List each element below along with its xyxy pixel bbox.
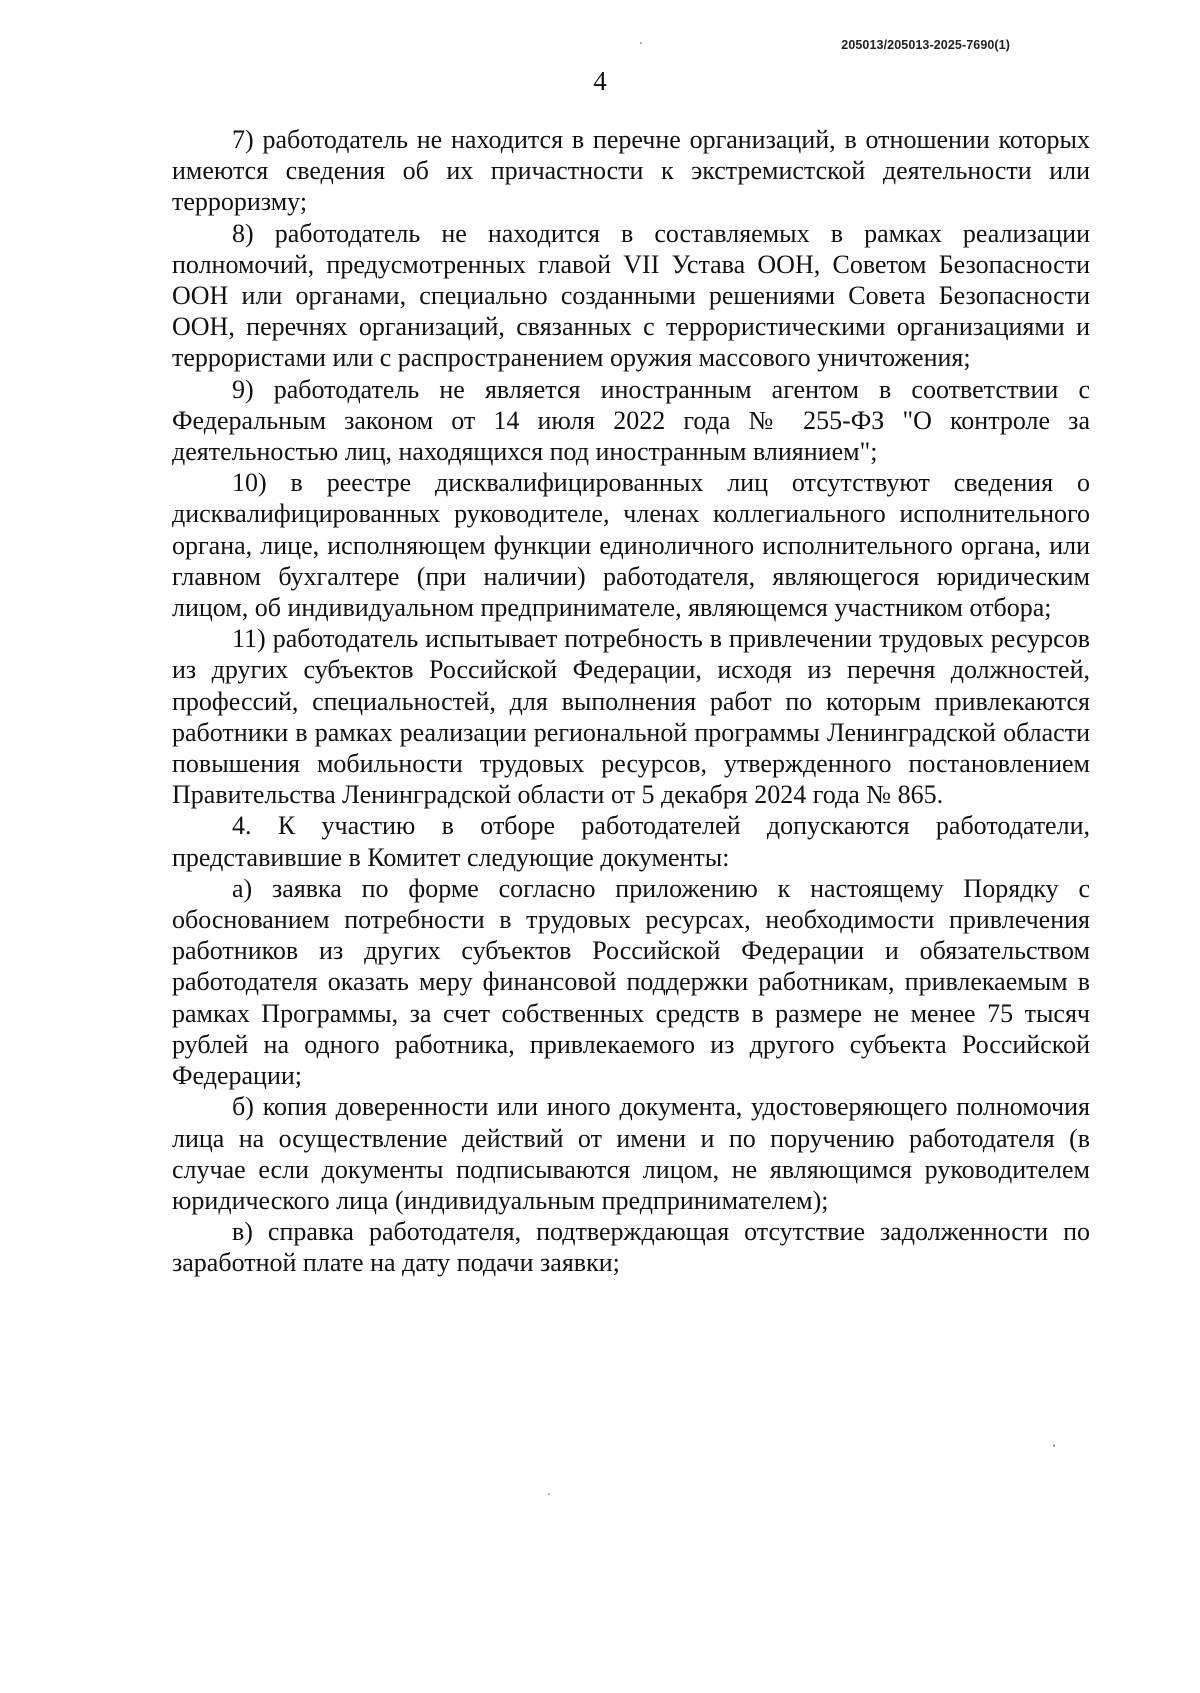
- scan-speck: [1053, 1444, 1055, 1447]
- paragraph-section-4: 4. К участию в отборе работодателей допускаются работодатели, представившие в Комитет следующие документы:: [172, 811, 1090, 872]
- scan-speck: [640, 42, 642, 44]
- paragraph-item-7: 7) работодатель не находится в перечне организаций, в отношении которых имеются сведения об их причастности к экстремистской деятельности или терроризму;: [172, 125, 1090, 217]
- document-body: [172, 124, 1090, 1279]
- paragraph-item-9: 9) работодатель не является иностранным агентом в соответствии с Федеральным законом от 14 июля 2022 года № 255-ФЗ "О контроле за деятельностью лиц, находящихся под иностранным влиянием";: [172, 374, 1090, 467]
- paragraph-item-a: а) заявка по форме согласно приложению к настоящему Порядку с обоснованием потребности в трудовых ресурсах, необходимости привлечения работников из других субъектов Российской Федерации и обязательством работодателя оказать меру финансовой поддержки работникам, привлекаемым в рамках Программы, за счет собственных средств в размере не менее 75 тысяч рублей на одного работника, привлекаемого из другого субъекта Российской Федерации;: [172, 873, 1090, 1091]
- paragraph-item-11: 11) работодатель испытывает потребность в привлечении трудовых ресурсов из других субъектов Российской Федерации, исходя из перечня должностей, профессий, специальностей, для выполнения работ по которым привлекаются работники в рамках реализации региональной программы Ленинградской области повышения мобильности трудовых ресурсов, утвержденного постановлением Правительства Ленинградской области от 5 декабря 2024 года № 865.: [172, 624, 1090, 810]
- page-number: 4: [593, 66, 607, 96]
- paragraph-item-10: 10) в реестре дисквалифицированных лиц отсутствуют сведения о дисквалифицированных руководителе, членах коллегиального исполнительного органа, лице, исполняющем функции единоличного исполнительного органа, или главном бухгалтере (при наличии) работодателя, являющегося юридическим лицом, об индивидуальном предпринимателе, являющемся участником отбора;: [172, 468, 1090, 623]
- paragraph-item-v: в) справка работодателя, подтверждающая отсутствие задолженности по заработной плате на дату подачи заявки;: [172, 1217, 1090, 1278]
- document-id: 205013/205013-2025-7690(1): [841, 38, 1010, 52]
- paragraph-item-8: 8) работодатель не находится в составляемых в рамках реализации полномочий, предусмотренных главой VII Устава ООН, Советом Безопасности ООН или органами, специально созданными решениями Совета Безопасности ООН, перечнях организаций, связанных с террористическими организациями и террористами или с распространением оружия массового уничтожения;: [172, 218, 1090, 373]
- scan-speck: [548, 1493, 550, 1495]
- paragraph-item-b: б) копия доверенности или иного документа, удостоверяющего полномочия лица на осуществление действий от имени и по поручению работодателя (в случае если документы подписываются лицом, не являющимся руководителем юридического лица (индивидуальным предпринимателем);: [172, 1092, 1090, 1215]
